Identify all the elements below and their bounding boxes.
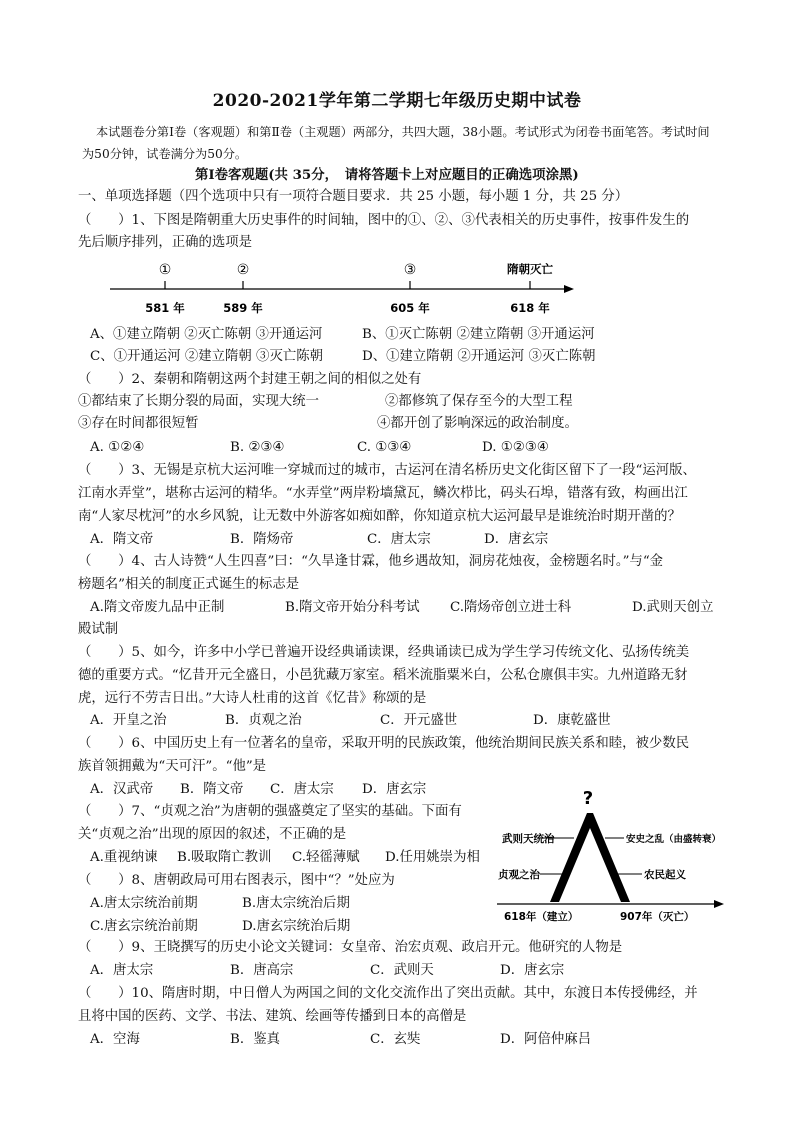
q8-option-d: D.唐玄宗统治后期: [242, 919, 351, 934]
q2-line-1: （ ）2、秦朝和隋朝这两个封建王朝之间的相似之处有: [78, 372, 422, 387]
q9-option-b: B．唐高宗: [230, 963, 294, 978]
q4-line-1: （ ）4、古人诗赞“人生四喜”曰：“久旱逢甘霖，他乡遇故知，洞房花烛夜，金榜题名时。”与“金: [78, 554, 664, 569]
timeline-mark-2: ②: [236, 262, 250, 278]
q6-option-c: C．唐太宗: [270, 782, 334, 797]
q7-option-a: A.重视纳谏: [90, 850, 158, 865]
q5-line-2: 德的重要方式。“忆昔开元全盛日，小邑犹藏万家室。稻米流脂粟米白，公私仓廪俱丰实。九州道路无豺: [78, 668, 688, 683]
q2-statement-3: ③存在时间都很短暂: [78, 416, 199, 431]
q7-option-b: B.吸取隋亡教训: [177, 850, 272, 865]
q8-option-b: B.唐太宗统治后期: [242, 896, 350, 911]
figure-base-arrow: [714, 900, 724, 908]
intro-line-2: 为50分钟，试卷满分为50分。: [82, 147, 248, 161]
q10-option-c: C．玄奘: [370, 1032, 421, 1047]
q10-option-b: B．鉴真: [230, 1032, 281, 1047]
q6-option-a: A．汉武帝: [90, 782, 154, 797]
q2-option-a: A. ①②④: [90, 440, 145, 455]
q10-line-1: （ ）10、隋唐时期，中日僧人为两国之间的文化交流作出了突出贡献。其中，东渡日本传授佛经，并: [78, 986, 698, 1001]
q6-option-d: D．唐玄宗: [362, 782, 427, 797]
q5-option-c: C．开元盛世: [380, 713, 458, 728]
q2-statement-1: ①都结束了长期分裂的局面，实现大统一: [78, 394, 320, 409]
q7-line-1: （ ）7、“贞观之治”为唐朝的强盛奠定了坚实的基础。下面有: [78, 804, 462, 819]
q4-option-c: C.隋炀帝创立进士科: [450, 600, 572, 615]
figure-label-anshi: 安史之乱（由盛转衰）: [626, 834, 722, 845]
q3-option-b: B．隋炀帝: [230, 532, 294, 547]
q1-option-b: B、①灭亡陈朝 ②建立隋朝 ③开通运河: [362, 327, 595, 342]
q1-line-1: （ ）1、下图是隋朝重大历史事件的时间轴，图中的①、②、③代表相关的历史事件，按事件发生的: [78, 213, 690, 228]
figure-label-peasant: 农民起义: [644, 869, 686, 881]
figure-question-mark: ?: [582, 788, 594, 809]
q2-statement-2: ②都修筑了保存至今的大型工程: [385, 394, 573, 409]
q2-option-c: C. ①③④: [357, 440, 412, 455]
timeline-arrow: [564, 285, 574, 293]
q9-line-1: （ ）9、王晓撰写的历史小论文关键词：女皇帝、治宏贞观、政启开元。他研究的人物是: [78, 940, 623, 955]
timeline-mark-3: ③: [403, 262, 417, 278]
q3-option-c: C．唐太宗: [367, 532, 431, 547]
timeline-mark-4: 隋朝灭亡: [507, 262, 553, 276]
q3-line-2: 江南水弄堂”，堪称古运河的精华。“水弄堂”两岸粉墙黛瓦，鳞次栉比，码头石埠，错落有致，构画出江: [78, 486, 688, 501]
q5-option-d: D．康乾盛世: [533, 713, 611, 728]
q6-line-1: （ ）6、中国历史上有一位著名的皇帝，采取开明的民族政策，他统治期间民族关系和睦，被少数民: [78, 736, 690, 751]
figure-label-end: 907年（灭亡）: [620, 911, 695, 923]
intro-line-1: 本试题卷分第Ⅰ卷（客观题）和第Ⅱ卷（主观题）两部分，共四大题，38小题。考试形式为闭卷书面笔答。考试时间: [96, 125, 710, 139]
q10-line-2: 且将中国的医药、文学、书法、建筑、绘画等传播到日本的高僧是: [78, 1009, 467, 1024]
q1-line-2: 先后顺序排列，正确的选项是: [78, 235, 253, 250]
figure-label-start: 618年（建立）: [504, 911, 579, 923]
q3-line-1: （ ）3、无锡是京杭大运河唯一穿城而过的城市，古运河在清名桥历史文化街区留下了一段“运河版、: [78, 463, 696, 478]
figure-label-wu-zetian: 武则天统治: [502, 833, 555, 845]
timeline-mark-1: ①: [158, 262, 172, 278]
q8-option-c: C.唐玄宗统治前期: [90, 919, 198, 934]
q3-option-d: D．唐玄宗: [484, 532, 549, 547]
q5-option-b: B．贞观之治: [225, 713, 302, 728]
q6-line-2: 族首领拥戴为“天可汗”。“他”是: [78, 759, 267, 774]
q9-option-a: A．唐太宗: [90, 963, 154, 978]
q7-option-d: D.任用姚崇为相: [385, 850, 480, 865]
timeline-year-2: 589 年: [223, 301, 263, 315]
timeline-year-1: 581 年: [145, 301, 185, 315]
q4-line-2: 榜题名”相关的制度正式诞生的标志是: [78, 577, 300, 592]
q1-option-d: D、①建立隋朝 ②开通运河 ③灭亡陈朝: [362, 349, 596, 364]
q4-option-d: D.武则天创立: [632, 600, 714, 615]
q5-line-1: （ ）5、如今，许多中小学已普遍开设经典诵读课，经典诵读已成为学生学习传统文化、弘扬传统美: [78, 645, 690, 660]
q10-option-a: A．空海: [90, 1032, 140, 1047]
q1-option-c: C、①开通运河 ②建立隋朝 ③灭亡陈朝: [90, 349, 324, 364]
q6-option-b: B．隋文帝: [180, 782, 244, 797]
q9-option-c: C．武则天: [370, 963, 434, 978]
q3-line-3: 南“人家尽枕河”的水乡风貌，让无数中外游客如痴如醉，你知道京杭大运河最早是谁统治时期开凿的？: [78, 509, 681, 524]
timeline-year-4: 618 年: [510, 301, 550, 315]
figure-mountain: [550, 813, 630, 902]
q1-option-a: A、①建立隋朝 ②灭亡陈朝 ③开通运河: [90, 327, 323, 342]
q10-option-d: D．阿倍仲麻吕: [500, 1032, 592, 1047]
figure-label-zhenguan: 贞观之治: [498, 869, 540, 881]
q4-option-b: B.隋文帝开始分科考试: [285, 600, 420, 615]
q9-option-d: D．唐玄宗: [500, 963, 565, 978]
part-1-heading: 一、单项选择题（四个选项中只有一项符合题目要求．共 25 小题，每小题 1 分，共 25 分）: [78, 189, 629, 204]
timeline-year-3: 605 年: [390, 301, 430, 315]
q8-option-a: A.唐太宗统治前期: [90, 896, 198, 911]
q4-option-a: A.隋文帝废九品中正制: [90, 600, 225, 615]
q4-option-d-continued: 殿试制: [78, 622, 119, 637]
exam-title: 2020-2021学年第二学期七年级历史期中试卷: [212, 91, 582, 111]
q7-option-c: C.轻徭薄赋: [292, 850, 360, 865]
q1-timeline: [100, 256, 580, 318]
q3-option-a: A．隋文帝: [90, 532, 154, 547]
q5-option-a: A．开皇之治: [90, 713, 167, 728]
q8-line-1: （ ）8、唐朝政局可用右图表示，图中“？”处应为: [78, 873, 395, 888]
q2-option-b: B. ②③④: [230, 440, 285, 455]
q5-line-3: 虎，远行不劳吉日出。”大诗人杜甫的这首《忆昔》称颂的是: [78, 691, 427, 706]
tang-dynasty-figure: [492, 782, 732, 924]
q2-option-d: D. ①②③④: [482, 440, 549, 455]
q7-line-2: 关“贞观之治”出现的原因的叙述，不正确的是: [78, 827, 347, 842]
section-1-heading: 第Ⅰ卷客观题(共 35分， 请将答题卡上对应题目的正确选项涂黑): [195, 167, 579, 183]
q2-statement-4: ④都开创了影响深远的政治制度。: [377, 416, 578, 431]
